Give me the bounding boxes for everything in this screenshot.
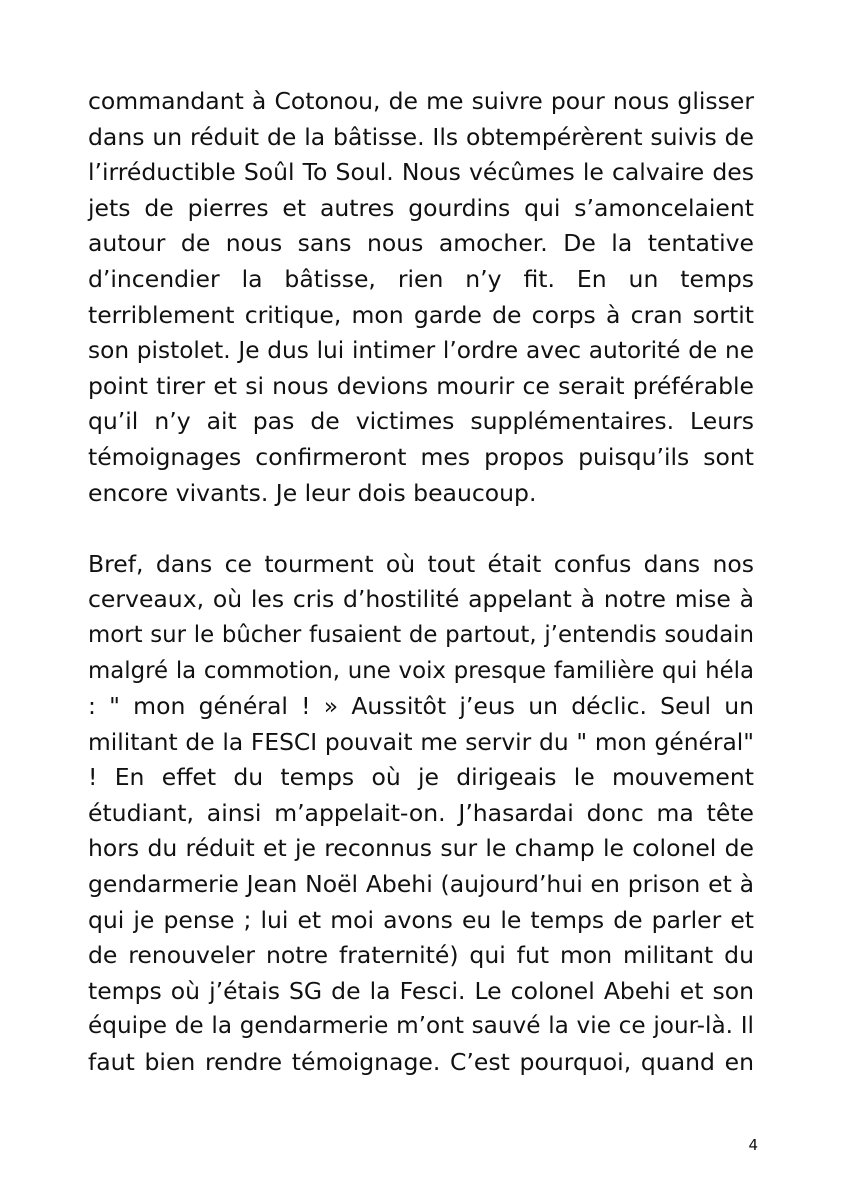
text-line: étudiant, ainsi m’appelait-on. J’hasardai donc ma tête xyxy=(88,798,754,827)
text-line: militant de la FESCI pouvait me servir du " mon général" xyxy=(88,727,754,756)
text-line: malgré la commotion, une voix presque familière qui héla xyxy=(88,657,754,684)
text-line: point tirer et si nous devions mourir ce serait préférable xyxy=(88,371,754,400)
page-body xyxy=(88,84,754,1081)
text-line: qui je pense ; lui et moi avons eu le temps de parler et xyxy=(88,905,754,934)
text-line: équipe de la gendarmerie m’ont sauvé la vie ce jour-là. Il xyxy=(88,1013,754,1040)
text-line: : " mon général ! » Aussitôt j’eus un déclic. Seul un xyxy=(88,692,754,721)
text-line: gendarmerie Jean Noël Abehi (aujourd’hui en prison et à xyxy=(88,870,754,899)
text-line: de renouveler notre fraternité) qui fut mon militant du xyxy=(88,941,754,970)
text-line: jets de pierres et autres gourdins qui s’amoncelaient xyxy=(88,193,754,222)
text-line: temps où j’étais SG de la Fesci. Le colonel Abehi et son xyxy=(88,976,754,1005)
text-line: terriblement critique, mon garde de corps à cran sortit xyxy=(88,300,754,329)
text-line: Bref, dans ce tourment où tout était confus dans nos xyxy=(88,549,754,578)
paragraph-2 xyxy=(88,547,754,1081)
text-line: mort sur le bûcher fusaient de partout, j’entendis soudain xyxy=(88,621,754,648)
text-line: cerveaux, où les cris d’hostilité appelant à notre mise à xyxy=(88,585,754,614)
text-line: qu’il n’y ait pas de victimes supplémentaires. Leurs xyxy=(88,407,754,436)
text-line: encore vivants. Je leur dois beaucoup. xyxy=(88,478,537,507)
text-line: dans un réduit de la bâtisse. Ils obtempérèrent suivis de xyxy=(88,122,754,151)
paragraph-1 xyxy=(88,84,754,511)
text-line: son pistolet. Je dus lui intimer l’ordre avec autorité de ne xyxy=(88,337,754,365)
text-line: commandant à Cotonou, de me suivre pour nous glisser xyxy=(88,87,754,115)
text-line: d’incendier la bâtisse, rien n’y fit. En un temps xyxy=(88,264,754,293)
text-line: faut bien rendre témoignage. C’est pourquoi, quand en xyxy=(88,1048,754,1077)
text-line: autour de nous sans nous amocher. De la tentative xyxy=(88,229,754,258)
text-line: l’irréductible Soûl To Soul. Nous vécûmes le calvaire des xyxy=(88,158,754,187)
text-line: témoignages confirmeront mes propos puisqu’ils sont xyxy=(88,442,754,471)
text-line: hors du réduit et je reconnus sur le champ le colonel de xyxy=(88,834,754,863)
page-number: 4 xyxy=(748,1136,758,1154)
text-line: ! En effet du temps où je dirigeais le mouvement xyxy=(88,763,754,792)
